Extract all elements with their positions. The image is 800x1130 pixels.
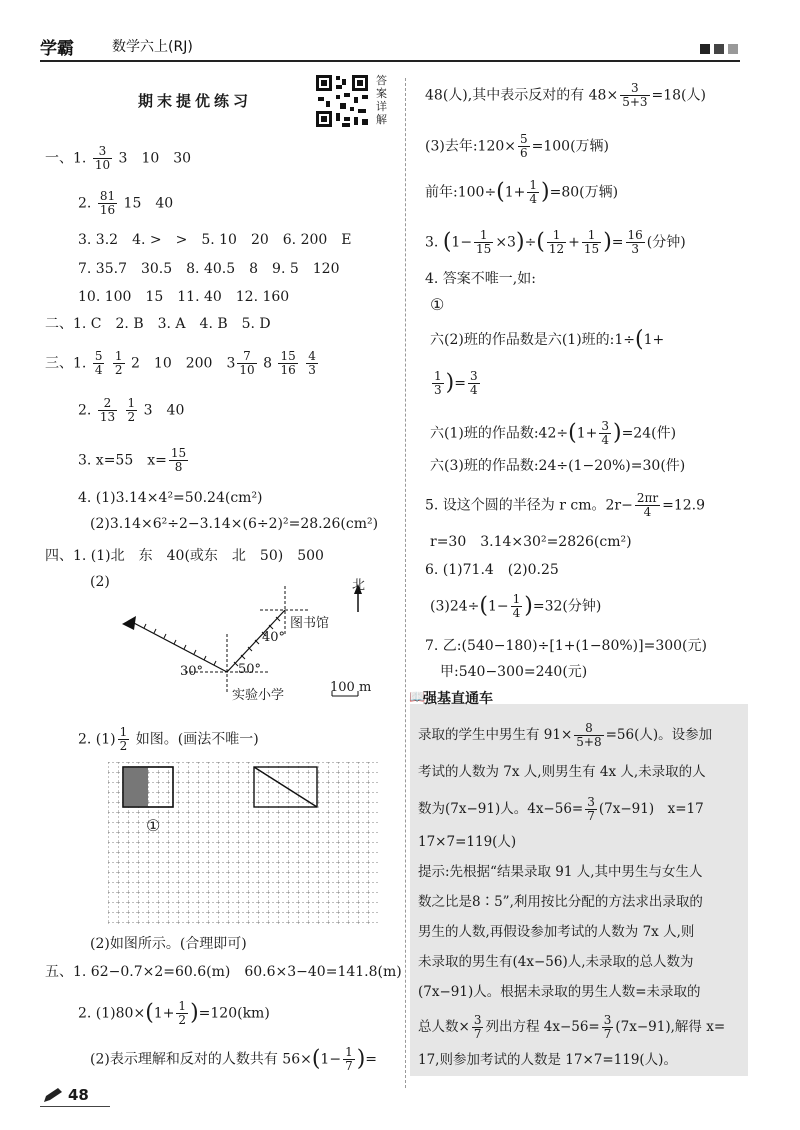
angle-50-label: 50° (238, 662, 262, 677)
answer-4-1b: (2) (90, 574, 110, 590)
grid-circle-mark: ① (146, 816, 161, 835)
answer-3-4a: 4. (1)3.14×4²=50.24(cm²) (78, 490, 263, 506)
answer-1-10: 10. 100 15 11. 40 12. 160 (78, 289, 290, 305)
tip-line-4: 17×7=119(人) (418, 834, 517, 850)
answer-1-2: 2. $\frac{81}{16}$ 15 40 (78, 189, 174, 217)
tip-line-10: 总人数× $\frac{3}{7}$ 列出方程 4x−56= $\frac{3}{7}$ (7x−91),解得 x= (418, 1013, 726, 1041)
answer-r7: 六(2)班的作品数是六(1)班的:1÷(1+ (430, 327, 665, 352)
answer-r14: (3)24÷(1− $\frac{1}{4}$ )=32(分钟) (430, 592, 602, 620)
answer-1-3: 3. 3.2 4. > > 5. 10 20 6. 200 E (78, 232, 352, 248)
page-title: 期末提优练习 (138, 92, 253, 110)
answer-5-3: (2)表示理解和反对的人数共有 56×(1− $\frac{1}{7}$ )= (90, 1045, 378, 1073)
answer-r15: 7. 乙:(540−180)÷[1+(1−80%)]=300(元) (425, 638, 707, 654)
answer-5-2: 2. (1)80×(1+ $\frac{1}{2}$ )=120(km) (78, 999, 270, 1027)
qr-code-icon[interactable] (314, 73, 370, 129)
header-block-icon (714, 44, 724, 54)
header-block-icon (700, 44, 710, 54)
tip-line-11: 17,则参加考试的人数是 17×7=119(人)。 (418, 1052, 677, 1068)
library-label: 图书馆 (290, 616, 330, 631)
answer-r1: 48(人),其中表示反对的有 48× $\frac{3}{5+3}$ =18(人) (425, 81, 706, 109)
answer-r3: 前年:100÷(1+ $\frac{1}{4}$ )=80(万辆) (425, 178, 619, 206)
answer-r6: ① (430, 295, 445, 314)
book-icon: 📖 (409, 690, 426, 705)
answer-4-2b: (2)如图所示。(合理即可) (90, 936, 247, 952)
dot-grid-figure (108, 762, 378, 924)
answer-2: 二、1. C 2. B 3. A 4. B 5. D (45, 316, 271, 332)
tip-line-6: 数之比是8∶5”,利用按比分配的方法求出录取的 (418, 894, 703, 910)
angle-30-label: 30° (180, 664, 204, 679)
answer-r4: 3. (1− $\frac{1}{15}$ ×3)÷( $\frac{1}{12}$ + $\frac{1}{15}$ )= $\frac{16}{3}$ (分钟) (425, 228, 686, 256)
answer-r5: 4. 答案不唯一,如: (425, 271, 536, 287)
tip-line-5: 提示:先根据“结果录取 91 人,其中男生与女生人 (418, 864, 703, 880)
header-block-icon (728, 44, 738, 54)
answer-r13: 6. (1)71.4 (2)0.25 (425, 562, 559, 578)
answer-r8: $\frac{1}{3}$ )= $\frac{3}{4}$ (434, 369, 478, 397)
page-number: 48 (68, 1086, 89, 1104)
tip-line-3: 数为(7x−91)人。4x−56= $\frac{3}{7}$ (7x−91) x=17 (418, 795, 704, 823)
footer-rule (40, 1106, 110, 1107)
tip-line-9: (7x−91)人。根据未录取的男生人数=未录取的 (418, 984, 701, 1000)
answer-3-1: 三、1. $\frac{5}{4}$ $\frac{1}{2}$ 2 10 200 3 $\frac{7}{10}$ 8 $\frac{15}{16}$ $\frac{4}{3}$ (45, 349, 316, 377)
answer-r9: 六(1)班的作品数:42÷(1+ $\frac{3}{4}$ )=24(件) (430, 419, 677, 447)
tip-title: 强基直通车 (423, 691, 493, 707)
tip-line-7: 男生的人数,再假设参加考试的人数为 7x 人,则 (418, 924, 695, 940)
answer-5-1: 五、1. 62−0.7×2=60.6(m) 60.6×3−40=141.8(m) (45, 964, 402, 980)
tip-line-1: 录取的学生中男生有 91× $\frac{8}{5+8}$ =56(人)。设参加 (418, 721, 713, 749)
header-rule (40, 60, 740, 62)
answer-r2: (3)去年:120× $\frac{5}{6}$ =100(万辆) (425, 132, 610, 160)
answer-r16: 甲:540−300=240(元) (440, 664, 588, 680)
answer-r12: r=30 3.14×30²=2826(cm²) (430, 534, 632, 550)
brand-logo: 学霸 (40, 39, 74, 59)
north-label: 北 (352, 578, 366, 593)
pencil-icon (42, 1086, 64, 1104)
answer-1-7: 7. 35.7 30.5 8. 40.5 8 9. 5 120 (78, 261, 340, 277)
answer-1-1: 一、1. $\frac{3}{10}$ 3 10 30 (45, 144, 192, 172)
answer-4-1: 四、1. (1)北 东 40(或东 北 50) 500 (45, 548, 324, 564)
answer-r10: 六(3)班的作品数:24÷(1−20%)=30(件) (430, 458, 686, 474)
answer-3-3: 3. x=55 x= $\frac{15}{8}$ (78, 446, 187, 474)
answer-4-2: 2. (1) $\frac{1}{2}$ 如图。(画法不唯一) (78, 725, 259, 753)
book-subject: 数学六上(RJ) (112, 39, 193, 55)
answer-r11: 5. 设这个圆的半径为 r cm。2r− $\frac{2\pi r}{4}$ =12.9 (425, 491, 706, 519)
scale-label: 100 m (330, 680, 372, 695)
tip-line-2: 考试的人数为 7x 人,则男生有 4x 人,未录取的人 (418, 764, 706, 780)
tip-line-8: 未录取的男生有(4x−56)人,未录取的总人数为 (418, 954, 694, 970)
answer-3-4b: (2)3.14×6²÷2−3.14×(6÷2)²=28.26(cm²) (90, 516, 379, 532)
angle-40-label: 40° (262, 630, 286, 645)
qr-caption: 答案详解 (376, 74, 387, 126)
answer-3-2: 2. $\frac{2}{13}$ $\frac{1}{2}$ 3 40 (78, 396, 185, 424)
school-label: 实验小学 (232, 688, 285, 703)
column-divider (405, 78, 406, 1088)
